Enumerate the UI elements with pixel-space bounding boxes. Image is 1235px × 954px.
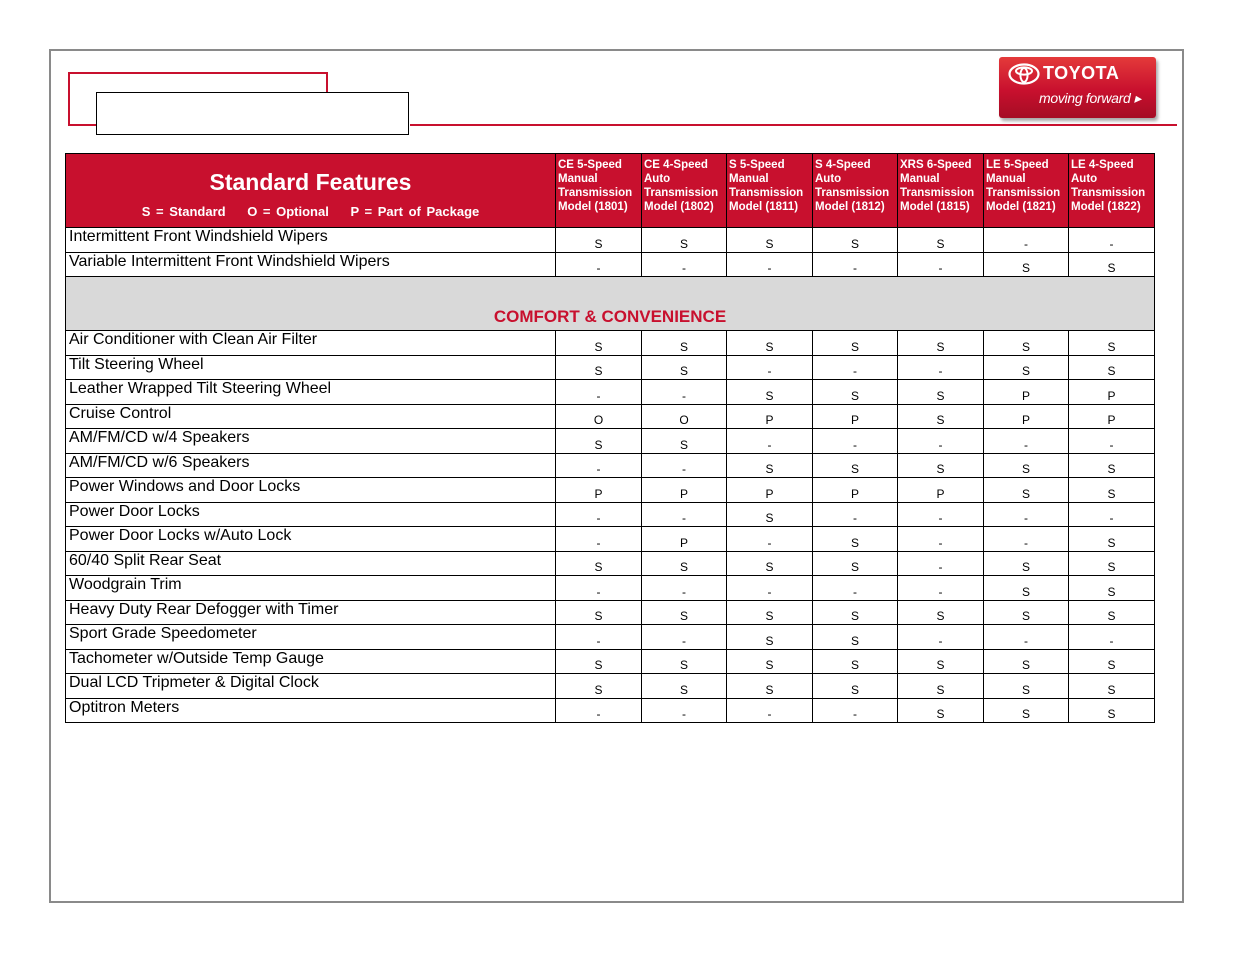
model-header-line: Model (1802) — [644, 201, 714, 213]
availability-cell: S — [642, 600, 727, 625]
availability-cell: - — [813, 576, 898, 601]
availability-cell: S — [727, 502, 813, 527]
table-header-row — [66, 154, 1155, 228]
availability-cell: S — [984, 252, 1069, 277]
logo-tagline: moving forward ▸ — [1039, 90, 1141, 106]
model-header-line: Model (1801) — [558, 201, 628, 213]
table-row — [66, 453, 1155, 478]
legend-optional: O = Optional — [247, 204, 329, 219]
table-row — [66, 228, 1155, 253]
availability-cell: P — [984, 404, 1069, 429]
feature-name: Variable Intermittent Front Windshield Wipers — [66, 252, 556, 277]
table-row — [66, 551, 1155, 576]
availability-cell: S — [556, 600, 642, 625]
availability-cell: S — [898, 649, 984, 674]
availability-cell: S — [642, 331, 727, 356]
availability-cell: S — [727, 600, 813, 625]
table-row — [66, 331, 1155, 356]
model-header-line: XRS 6-Speed — [900, 159, 972, 171]
availability-cell: S — [813, 551, 898, 576]
model-header-line: Auto — [644, 173, 671, 185]
model-header-line: S 5-Speed — [729, 159, 785, 171]
header-rule — [410, 124, 1177, 126]
availability-cell: S — [556, 228, 642, 253]
features-table — [65, 153, 1155, 723]
availability-cell: - — [556, 380, 642, 405]
model-header-line: Manual — [986, 173, 1026, 185]
availability-cell: S — [984, 674, 1069, 699]
availability-cell: S — [642, 355, 727, 380]
feature-name: Optitron Meters — [66, 698, 556, 723]
availability-cell: - — [642, 252, 727, 277]
model-header — [813, 154, 898, 228]
model-header-line: Transmission — [644, 187, 719, 199]
title-box — [96, 92, 409, 135]
availability-cell: S — [556, 331, 642, 356]
model-header-line: Model (1822) — [1071, 201, 1141, 213]
availability-cell: - — [813, 698, 898, 723]
feature-name: Heavy Duty Rear Defogger with Timer — [66, 600, 556, 625]
availability-cell: - — [727, 576, 813, 601]
availability-cell: P — [642, 478, 727, 503]
availability-cell: S — [727, 625, 813, 650]
availability-cell: - — [727, 698, 813, 723]
availability-cell: S — [727, 331, 813, 356]
availability-cell: - — [898, 429, 984, 454]
availability-cell: S — [556, 429, 642, 454]
model-header-line: S 4-Speed — [815, 159, 871, 171]
availability-cell: S — [813, 331, 898, 356]
table-row — [66, 649, 1155, 674]
model-header-line: Auto — [1071, 173, 1098, 185]
availability-cell: - — [727, 527, 813, 552]
availability-cell: S — [984, 698, 1069, 723]
model-header-line: Transmission — [1071, 187, 1146, 199]
availability-cell: S — [813, 527, 898, 552]
feature-name: Tachometer w/Outside Temp Gauge — [66, 649, 556, 674]
availability-cell: S — [813, 453, 898, 478]
table-row — [66, 625, 1155, 650]
table-row — [66, 527, 1155, 552]
availability-cell: S — [1069, 674, 1155, 699]
availability-cell: S — [898, 674, 984, 699]
availability-cell: S — [898, 600, 984, 625]
availability-cell: S — [642, 551, 727, 576]
availability-cell: S — [898, 404, 984, 429]
availability-cell: - — [898, 355, 984, 380]
model-header-line: LE 5-Speed — [986, 159, 1049, 171]
model-header-line: CE 5-Speed — [558, 159, 622, 171]
availability-cell: S — [984, 478, 1069, 503]
toyota-logo — [999, 57, 1156, 118]
availability-cell: - — [1069, 625, 1155, 650]
model-header-line: Model (1815) — [900, 201, 970, 213]
availability-cell: - — [813, 355, 898, 380]
availability-cell: - — [813, 429, 898, 454]
availability-cell: - — [642, 453, 727, 478]
availability-cell: S — [984, 551, 1069, 576]
availability-cell: - — [642, 625, 727, 650]
availability-cell: P — [1069, 380, 1155, 405]
table-title: Standard Features — [209, 169, 412, 195]
availability-cell: - — [1069, 502, 1155, 527]
availability-cell: P — [898, 478, 984, 503]
availability-cell: S — [727, 649, 813, 674]
availability-cell: P — [556, 478, 642, 503]
availability-cell: - — [1069, 228, 1155, 253]
availability-cell: - — [813, 252, 898, 277]
model-header — [556, 154, 642, 228]
availability-cell: - — [556, 576, 642, 601]
availability-cell: - — [898, 551, 984, 576]
availability-cell: - — [984, 502, 1069, 527]
model-header-line: CE 4-Speed — [644, 159, 708, 171]
feature-name: AM/FM/CD w/6 Speakers — [66, 453, 556, 478]
availability-cell: - — [642, 380, 727, 405]
availability-cell: - — [556, 698, 642, 723]
availability-cell: S — [984, 649, 1069, 674]
availability-cell: O — [642, 404, 727, 429]
legend-standard: S = Standard — [141, 204, 226, 219]
table-row — [66, 355, 1155, 380]
feature-name: AM/FM/CD w/4 Speakers — [66, 429, 556, 454]
availability-cell: S — [727, 453, 813, 478]
logo-wordmark: TOYOTA — [1043, 63, 1120, 83]
availability-cell: P — [1069, 404, 1155, 429]
availability-cell: S — [813, 380, 898, 405]
availability-cell: S — [1069, 355, 1155, 380]
model-header-line: Auto — [815, 173, 842, 185]
feature-name: Woodgrain Trim — [66, 576, 556, 601]
model-header-line: Model (1811) — [729, 201, 799, 213]
availability-cell: S — [642, 674, 727, 699]
availability-cell: P — [727, 478, 813, 503]
availability-cell: - — [984, 527, 1069, 552]
title-tab-rule — [68, 124, 98, 126]
availability-cell: S — [556, 355, 642, 380]
model-header-line: Transmission — [900, 187, 975, 199]
availability-cell: S — [727, 674, 813, 699]
availability-cell: S — [642, 649, 727, 674]
model-header-line: Model (1821) — [986, 201, 1056, 213]
feature-name: 60/40 Split Rear Seat — [66, 551, 556, 576]
legend-package: P = Part of Package — [350, 204, 480, 219]
availability-cell: S — [727, 551, 813, 576]
availability-cell: S — [556, 674, 642, 699]
table-row — [66, 674, 1155, 699]
model-header-line: Manual — [729, 173, 769, 185]
table-row — [66, 252, 1155, 277]
availability-cell: S — [984, 355, 1069, 380]
availability-cell: S — [984, 453, 1069, 478]
availability-cell: - — [556, 527, 642, 552]
availability-cell: - — [727, 355, 813, 380]
availability-cell: S — [898, 453, 984, 478]
table-row — [66, 404, 1155, 429]
availability-cell: S — [898, 698, 984, 723]
availability-cell: S — [898, 380, 984, 405]
feature-name: Cruise Control — [66, 404, 556, 429]
availability-cell: S — [813, 228, 898, 253]
availability-cell: - — [556, 502, 642, 527]
feature-name: Leather Wrapped Tilt Steering Wheel — [66, 380, 556, 405]
availability-cell: - — [1069, 429, 1155, 454]
availability-cell: P — [642, 527, 727, 552]
table-row — [66, 380, 1155, 405]
legend — [66, 204, 555, 219]
availability-cell: - — [898, 576, 984, 601]
feature-name: Air Conditioner with Clean Air Filter — [66, 331, 556, 356]
model-header — [1069, 154, 1155, 228]
model-header — [984, 154, 1069, 228]
section-heading: COMFORT & CONVENIENCE — [66, 277, 1155, 331]
availability-cell: S — [813, 625, 898, 650]
model-header-line: Manual — [900, 173, 940, 185]
availability-cell: S — [813, 600, 898, 625]
availability-cell: S — [1069, 453, 1155, 478]
table-row — [66, 429, 1155, 454]
availability-cell: S — [642, 228, 727, 253]
availability-cell: - — [727, 252, 813, 277]
availability-cell: S — [727, 380, 813, 405]
table-row — [66, 576, 1155, 601]
availability-cell: - — [984, 625, 1069, 650]
availability-cell: S — [727, 228, 813, 253]
model-header-line: Transmission — [815, 187, 890, 199]
availability-cell: - — [898, 527, 984, 552]
availability-cell: - — [556, 252, 642, 277]
table-row — [66, 478, 1155, 503]
availability-cell: S — [1069, 527, 1155, 552]
feature-name: Dual LCD Tripmeter & Digital Clock — [66, 674, 556, 699]
model-header-line: Model (1812) — [815, 201, 885, 213]
availability-cell: - — [984, 228, 1069, 253]
availability-cell: - — [642, 576, 727, 601]
availability-cell: S — [813, 649, 898, 674]
model-header-line: Transmission — [558, 187, 633, 199]
section-row — [66, 277, 1155, 331]
availability-cell: S — [556, 649, 642, 674]
availability-cell: - — [898, 502, 984, 527]
logo-tagline-text: moving forward — [1039, 90, 1131, 106]
availability-cell: - — [642, 502, 727, 527]
availability-cell: - — [727, 429, 813, 454]
table-body — [66, 228, 1155, 723]
feature-name: Tilt Steering Wheel — [66, 355, 556, 380]
table-row — [66, 502, 1155, 527]
availability-cell: - — [898, 252, 984, 277]
availability-cell: S — [1069, 576, 1155, 601]
availability-cell: - — [984, 429, 1069, 454]
feature-name: Sport Grade Speedometer — [66, 625, 556, 650]
availability-cell: S — [1069, 698, 1155, 723]
table-row — [66, 698, 1155, 723]
toyota-emblem-icon — [1008, 63, 1040, 85]
availability-cell: - — [898, 625, 984, 650]
availability-cell: S — [984, 600, 1069, 625]
availability-cell: S — [898, 331, 984, 356]
availability-cell: S — [642, 429, 727, 454]
availability-cell: S — [1069, 252, 1155, 277]
feature-name: Power Windows and Door Locks — [66, 478, 556, 503]
model-header-line: Manual — [558, 173, 598, 185]
availability-cell: - — [556, 625, 642, 650]
model-header-line: LE 4-Speed — [1071, 159, 1134, 171]
feature-name: Power Door Locks — [66, 502, 556, 527]
availability-cell: - — [642, 698, 727, 723]
availability-cell: S — [1069, 331, 1155, 356]
model-header — [642, 154, 727, 228]
availability-cell: S — [556, 551, 642, 576]
availability-cell: S — [984, 576, 1069, 601]
availability-cell: S — [898, 228, 984, 253]
availability-cell: S — [1069, 551, 1155, 576]
availability-cell: P — [984, 380, 1069, 405]
feature-name: Power Door Locks w/Auto Lock — [66, 527, 556, 552]
availability-cell: O — [556, 404, 642, 429]
model-header — [727, 154, 813, 228]
model-header-line: Transmission — [729, 187, 804, 199]
availability-cell: S — [1069, 649, 1155, 674]
availability-cell: S — [1069, 478, 1155, 503]
availability-cell: - — [556, 453, 642, 478]
availability-cell: P — [813, 478, 898, 503]
feature-name: Intermittent Front Windshield Wipers — [66, 228, 556, 253]
table-title-cell — [66, 154, 556, 228]
availability-cell: S — [1069, 600, 1155, 625]
model-header-line: Transmission — [986, 187, 1061, 199]
availability-cell: P — [813, 404, 898, 429]
table-row — [66, 600, 1155, 625]
availability-cell: S — [813, 674, 898, 699]
model-header — [898, 154, 984, 228]
availability-cell: - — [813, 502, 898, 527]
availability-cell: P — [727, 404, 813, 429]
availability-cell: S — [984, 331, 1069, 356]
